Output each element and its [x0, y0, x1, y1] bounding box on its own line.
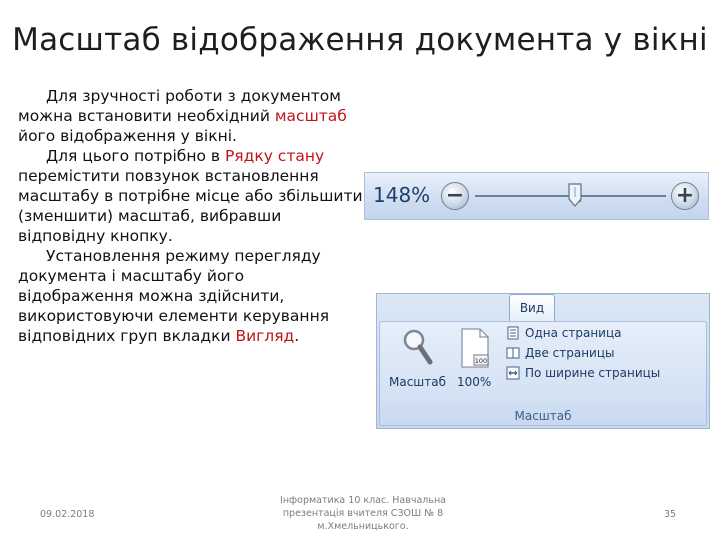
footer-line-3: м.Хмельницького.	[317, 521, 409, 532]
zoom-group-label: Масштаб	[514, 409, 572, 423]
zoom-slider-bar	[364, 172, 709, 220]
p1-rest: його відображення у вікні.	[18, 127, 237, 145]
magnifier-icon	[402, 328, 434, 368]
footer-center	[268, 494, 458, 533]
page-badge: 100	[474, 357, 488, 365]
one-page-icon	[506, 326, 520, 340]
p3-text: Установлення режиму перегляду документа і масштабу його відображення можна здійснити, використовуючи елементи керування відповідних груп вкладки	[18, 247, 330, 345]
paragraph-1	[18, 86, 363, 146]
zoom-out-button[interactable]: −	[441, 182, 469, 210]
p1-text: Для зручності роботи з документом можна встановити необхідний	[18, 87, 341, 125]
p2-rest: перемістити повзунок встановлення масштабу в потрібне місце або збільшити (зменшити) масштаб, вибравши відповідну кнопку.	[18, 167, 363, 245]
paragraph-3	[18, 246, 363, 346]
hundred-percent-label[interactable]: 100%	[457, 375, 492, 389]
page-width-label: По ширине страницы	[525, 366, 661, 380]
zoom-in-button[interactable]: +	[671, 182, 699, 210]
footer-date: 09.02.2018	[40, 509, 95, 520]
two-pages-label: Две страницы	[525, 346, 615, 360]
page-width-icon	[506, 366, 520, 380]
p3-highlight: Вигляд	[235, 327, 295, 345]
footer-page-number: 35	[664, 509, 677, 520]
tab-view[interactable]: Вид	[509, 294, 555, 321]
zoom-thumb-icon[interactable]	[568, 183, 582, 207]
p2-text: Для цього потрібно в	[46, 147, 225, 165]
page-100-icon	[460, 328, 490, 368]
footer-line-2: презентація вчителя СЗОШ № 8	[282, 508, 444, 519]
zoom-group-panel	[379, 321, 707, 426]
footer-line-1: Інформатика 10 клас. Навчальна	[280, 495, 446, 506]
paragraph-2	[18, 146, 363, 246]
two-pages-icon	[506, 346, 520, 360]
page-width-item[interactable]	[506, 366, 660, 380]
ribbon-view-tab	[376, 293, 710, 429]
two-pages-item[interactable]	[506, 346, 615, 360]
zoom-button-label[interactable]: Масштаб	[389, 375, 447, 389]
one-page-item[interactable]	[506, 326, 621, 340]
one-page-label: Одна страница	[525, 326, 622, 340]
slide-title: Масштаб відображення документа у вікні	[12, 22, 708, 58]
body-text	[18, 86, 363, 346]
p1-highlight: масштаб	[274, 107, 347, 125]
p2-highlight: Рядку стану	[224, 147, 325, 165]
p3-rest: .	[294, 327, 300, 345]
zoom-percent[interactable]: 148%	[373, 183, 431, 207]
